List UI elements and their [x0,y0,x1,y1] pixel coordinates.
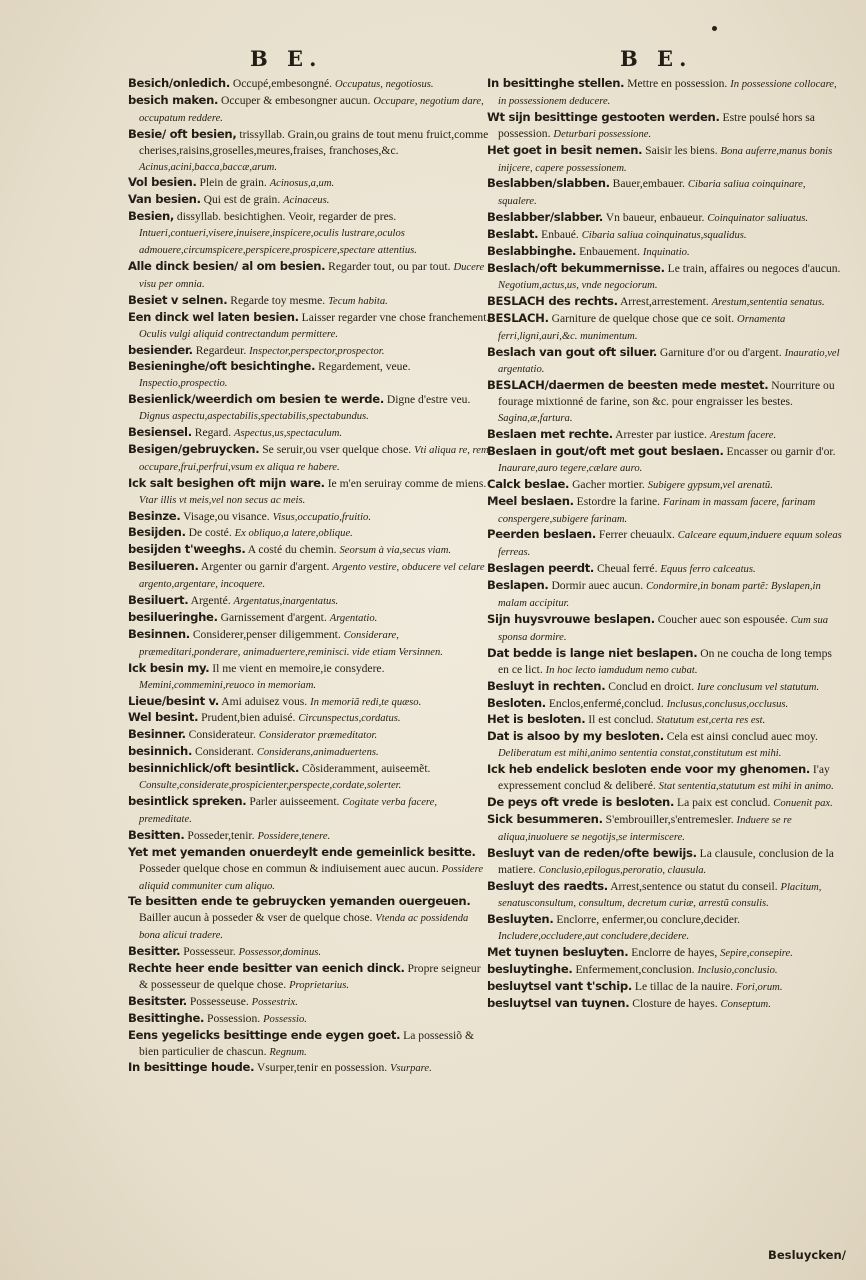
french-gloss: Propre seigneur & possesseur de quelque chose. [139,962,481,991]
headword: Besigen/gebruycken. [128,441,260,456]
french-gloss: La clausule, conclusion de la matiere. [498,846,834,876]
latin-gloss: Seorsum à via,secus viam. [339,545,452,557]
dictionary-entry [487,879,842,913]
latin-gloss: Possessio. [263,1013,307,1025]
french-gloss: Ferrer cheuaulx. [598,528,675,542]
french-gloss: Arrester par iustice. [615,428,707,442]
latin-gloss: Cogitate verba facere, premeditate. [139,796,437,825]
latin-gloss: Proprietarius. [289,979,349,991]
latin-gloss: Dignus aspectu,aspectabilis,spectabilis,spectabundus. [139,411,369,423]
french-gloss: Conclud en droict. [608,679,695,693]
dictionary-entry [128,610,490,627]
headword: In besittinghe stellen. [487,76,625,90]
french-gloss: Regarder tout, ou par tout. [328,259,451,273]
headword: Alle dinck besien/ al om besien. [128,258,326,273]
latin-gloss: Inclusus,conclusus,occlusus. [666,698,789,710]
dictionary-entry [128,1011,490,1028]
french-gloss: De costé. [188,526,232,540]
french-gloss: Posseder quelque chose en commun & indiuisement auec aucun. [139,861,439,875]
french-gloss: S'embrouiller,s'entremesler. [605,812,734,826]
french-gloss: Visage,ou visance. [183,509,270,523]
latin-gloss: Cibaria saliua coinquinare, squalere. [498,179,806,208]
latin-gloss: Acinaceus. [283,195,330,207]
dictionary-entry [128,961,490,994]
dictionary-entry [128,525,490,542]
latin-gloss: Deturbari possessione. [553,128,652,140]
dictionary-entry [128,442,490,476]
dictionary-entry [487,696,842,713]
headword: Besluyt van de reden/ofte bewijs. [487,845,697,860]
dictionary-entry [487,979,842,996]
latin-gloss: Sepire,consepire. [720,948,793,960]
headword: Besiluert. [128,593,189,608]
french-gloss: Posseder,tenir. [187,828,255,842]
dictionary-entry [487,143,842,177]
dictionary-entry [487,561,842,578]
dictionary-entry [487,176,842,210]
header-left: B E. [250,46,323,71]
dictionary-entry [128,744,490,761]
french-gloss: Possesseuse. [189,994,249,1008]
dictionary-entry [128,761,490,794]
dictionary-entry [128,727,490,744]
latin-gloss: Intueri,contueri,visere,inuisere,inspicere,oculis lustrare,oculos admouere,circumspicere,perspicere,prospicere,spectare attentius. [139,228,417,257]
latin-gloss: Sagina,æ,fartura. [498,413,573,425]
latin-gloss: Argento vestire, obducere vel celare argento,argentare, incoquere. [139,562,485,591]
dictionary-entry [487,945,842,962]
dictionary-entry [487,261,842,294]
dictionary-entry [487,110,842,143]
french-gloss: La paix est conclud. [677,795,771,809]
dictionary-entry [128,661,490,694]
french-gloss: Enbauement. [579,245,640,259]
right-column [487,76,842,1013]
dictionary-entry [128,209,490,259]
latin-gloss: Bona auferre,manus bonis inijcere, capere possessionem. [498,145,833,174]
dictionary-entry [487,996,842,1013]
french-gloss: Ami aduisez vous. [221,694,308,708]
latin-gloss: Acinus,acini,bacca,baccæ,arum. [139,161,277,173]
french-gloss: Enfermement,conclusion. [575,963,695,977]
headword: Wel besint. [128,710,199,725]
french-gloss: I'ay expressement conclud & deliberé. [498,763,830,793]
latin-gloss: Considerare, præmeditari,ponderare, animaduertere,reminisci. vide etiam Versinnen. [139,629,443,658]
headword: Beslach/oft bekummernisse. [487,260,665,275]
latin-gloss: Consulte,considerate,prospicienter,perspecte,cordate,solerter. [139,780,402,792]
latin-gloss: In memoriã redi,te quæso. [310,696,422,708]
headword: Besienlick/weerdich om besien te werde. [128,392,384,407]
dictionary-entry [128,710,490,727]
ink-speck [712,26,717,31]
french-gloss: Regardeur. [195,343,247,357]
french-gloss: A costé du chemin. [247,543,337,557]
latin-gloss: Fori,orum. [735,981,783,993]
dictionary-entry [128,542,490,559]
french-gloss: Mettre en possession. [627,77,728,90]
headword: Yet met yemanden onuerdeylt ende gemeinlick besitte. [128,844,476,859]
headword: besijden t'weeghs. [128,542,246,557]
headword: Besluyt in rechten. [487,678,606,693]
headword: BESLACH/daermen de beesten mede mestet. [487,378,769,393]
headword: Te besitten ende te gebruycken yemanden ouergeuen. [128,894,471,909]
latin-gloss: Condormire,in bonam partẽ: Byslapen,in malam accipitur. [498,581,821,610]
french-gloss: Le tillac de la nauire. [634,979,734,993]
latin-gloss: In possessione collocare, in possessionem deducere. [498,79,837,107]
french-gloss: Bailler aucun à posseder & vser de quelque chose. [139,911,373,925]
french-gloss: Vn baueur, enbaueur. [605,211,705,225]
latin-gloss: Argentatus,inargentatus. [233,596,339,608]
latin-gloss: Calceare equum,induere equum soleas ferreas. [498,530,842,559]
dictionary-entry [128,1060,490,1077]
latin-gloss: Includere,occludere,aut concludere,decidere. [498,931,690,943]
latin-gloss: Iure conclusum vel statutum. [697,681,820,693]
latin-gloss: Inspectio,prospectio. [139,378,228,390]
french-gloss: Closture de hayes. [632,996,718,1010]
latin-gloss: Inquinatio. [642,247,690,259]
french-gloss: Se seruir,ou vser quelque chose. [262,442,412,456]
latin-gloss: Inclusio,conclusio. [697,965,778,977]
headword: Beslach van gout oft siluer. [487,344,657,359]
french-gloss: Qui est de grain. [203,193,281,207]
headword: Sijn huysvrouwe beslapen. [487,612,655,626]
french-gloss: Le train, affaires ou negoces d'aucun. [667,261,841,275]
left-column [128,76,490,1077]
french-gloss: Regardement, veue. [318,360,411,374]
french-gloss: Estre poulsé hors sa possession. [498,110,815,140]
dictionary-entry [128,425,490,442]
french-gloss: On ne coucha de long temps en ce lict. [498,646,832,676]
headword: De peys oft vrede is besloten. [487,794,675,809]
french-gloss: trissyllab. Grain,ou grains de tout menu fruict,comme cherises,raisins,groselles,meures,fraises, franchoses,&c. [139,127,489,157]
dictionary-entry [487,311,842,345]
headword: In besittinge houde. [128,1060,255,1075]
latin-gloss: Equus ferro calceatus. [660,564,756,576]
dictionary-entry [487,795,842,812]
headword: Besilueren. [128,559,199,574]
headword: Besittinghe. [128,1010,205,1025]
latin-gloss: Coinquinator saliuatus. [707,213,809,225]
headword: BESLACH des rechts. [487,293,618,308]
headword: Beslabben/slabben. [487,176,610,191]
headword: besluytsel vant t'schip. [487,978,632,993]
dictionary-entry [487,679,842,696]
french-gloss: Encasser ou garnir d'or. [726,444,836,458]
dictionary-entry [128,476,490,509]
french-gloss: Considerant. [194,745,254,759]
french-gloss: Possesseur. [183,945,236,959]
french-gloss: Arrest,sentence ou statut du conseil. [610,879,778,893]
latin-gloss: Deliberatum est mihi,animo sententia constat,constitutum est mihi. [498,748,782,760]
running-header [0,46,866,72]
headword: Besie/ oft besien, [128,126,237,141]
dictionary-entry [487,912,842,945]
headword: Beslaen in gout/oft met gout beslaen. [487,443,724,458]
headword: besinnichlick/oft besintlick. [128,761,300,776]
headword: Besieninghe/oft besichtinghe. [128,359,316,374]
dictionary-entry [128,310,490,343]
headword: Sick besummeren. [487,811,603,826]
headword: Besiensel. [128,425,192,440]
headword: Een dinck wel laten besien. [128,309,299,324]
headword: BESLACH. [487,310,549,325]
latin-gloss: Vsurpare. [390,1063,432,1075]
headword: Besinze. [128,508,181,523]
dictionary-entry [487,244,842,261]
headword: Het is besloten. [487,712,586,727]
latin-gloss: Argentatio. [329,613,378,624]
dictionary-entry [128,627,490,661]
headword: besluytinghe. [487,962,573,977]
french-gloss: Garnissement d'argent. [220,611,327,624]
french-gloss: Cheual ferré. [596,562,658,576]
headword: Rechte heer ende besitter van eenich dinck. [128,961,405,976]
dictionary-entry [128,944,490,961]
dictionary-entry [487,76,842,110]
latin-gloss: Oculis vulgi aliquid contrectandum permittere. [139,328,338,340]
latin-gloss: Vtenda ac possidenda bona alicui tradere. [139,913,469,942]
dictionary-entry [487,962,842,979]
latin-gloss: Occupare, negotium dare, occupatum reddere. [139,95,484,124]
latin-gloss: Possidere aliquid communiter cum aliquo. [139,863,484,892]
latin-gloss: Acinosus,a,um. [269,178,335,190]
dictionary-entry [487,762,842,795]
dictionary-entry [128,392,490,425]
french-gloss: Argenté. [190,594,231,608]
dictionary-entry [128,994,490,1011]
french-gloss: Enbaué. [541,228,579,242]
headword: besinnich. [128,744,193,759]
french-gloss: Cõsideramment, auiseemẽt. [301,762,431,776]
dictionary-entry [487,578,842,612]
dictionary-entry [128,828,490,845]
latin-gloss: Cum sua sponsa dormire. [498,615,829,643]
dictionary-entry [487,477,842,494]
latin-gloss: Regnum. [269,1046,307,1058]
latin-gloss: Inaurare,auro tegere,cælare auro. [498,462,643,474]
dictionary-entry [487,612,842,646]
headword: Besluyten. [487,912,554,927]
french-gloss: La possessiõ & bien particulier de chascun. [139,1028,474,1058]
dictionary-entry [128,293,490,310]
headword: Dat is alsoo by my besloten. [487,729,664,744]
french-gloss: Occuper & embesongner aucun. [221,93,371,107]
french-gloss: Enclos,enfermé,conclud. [548,696,664,710]
latin-gloss: Farinam in massam facere, farinam conspergere,subigere farinam. [498,496,816,525]
headword: Besitter. [128,944,181,959]
french-gloss: Argenter ou garnir d'argent. [200,560,330,574]
latin-gloss: Arestum facere. [709,430,777,442]
headword: Besich/onledich. [128,76,230,90]
latin-gloss: Tecum habita. [328,295,388,307]
latin-gloss: Arestum,sententia senatus. [711,296,825,308]
french-gloss: Il me vient en memoire,ie consydere. [212,661,385,675]
latin-gloss: Induere se re aliqua,inuoluere se negotijs,se intermiscere. [498,814,792,843]
french-gloss: Dormir auec aucun. [551,579,644,593]
headword: Wt sijn besittinge gestooten werden. [487,109,720,124]
french-gloss: Laisser regarder vne chose franchement. [301,310,490,324]
latin-gloss: Conuenit pax. [773,797,833,809]
latin-gloss: Subigere gypsum,vel arenatũ. [647,479,773,491]
catchword: Besluycken/ [767,1248,846,1262]
headword: Dat bedde is lange niet beslapen. [487,645,698,660]
dictionary-entry [128,794,490,828]
headword: besintlick spreken. [128,793,247,808]
french-gloss: Possession. [207,1011,261,1025]
dictionary-entry [128,259,490,293]
headword: besiender. [128,342,193,357]
headword: Vol besien. [128,175,197,190]
french-gloss: Vsurper,tenir en possession. [256,1061,388,1075]
dictionary-entry [487,227,842,244]
dictionary-entry [487,846,842,879]
latin-gloss: Memini,commemini,reuoco in memoriam. [139,679,317,691]
french-gloss: Occupé,embesongné. [232,77,333,90]
headword: Meel beslaen. [487,493,574,508]
headword: Beslagen peerdt. [487,561,595,576]
latin-gloss: Ducere visu per omnia. [139,261,485,290]
latin-gloss: Ex obliquo,a latere,oblique. [234,528,353,540]
latin-gloss: Ornamenta ferri,ligni,auri,&c. munimentum. [498,313,786,342]
dictionary-entry [128,593,490,610]
dictionary-entry [128,93,490,127]
dictionary-entry [487,378,842,427]
dictionary-entry [487,812,842,846]
french-gloss: Garniture d'or ou d'argent. [659,345,782,359]
french-gloss: Parler auisseement. [249,794,340,808]
dictionary-entry [128,192,490,209]
headword: Calck beslae. [487,476,570,491]
headword: Peerden beslaen. [487,527,596,542]
headword: Lieue/besint v. [128,693,219,708]
headword: Besitten. [128,827,185,842]
latin-gloss: Placitum, senatusconsultum, consultum, decretum curiæ, arrestũ consulis. [498,881,822,910]
french-gloss: Garniture de quelque chose que ce soit. [551,311,735,325]
french-gloss: Coucher auec son espousée. [657,613,788,626]
dictionary-entry [128,76,490,93]
french-gloss: Digne d'estre veu. [386,393,471,407]
dictionary-entry [487,427,842,444]
dictionary-entry [128,343,490,360]
french-gloss: Cela est ainsi conclud auec moy. [666,730,818,744]
french-gloss: Regard. [194,426,232,440]
french-gloss: Saisir les biens. [645,143,718,157]
headword: Beslabbinghe. [487,244,577,259]
headword: Ick salt besighen oft mijn ware. [128,475,325,490]
french-gloss: Plein de grain. [199,176,267,190]
headword: Besluyt des raedts. [487,878,608,893]
latin-gloss: Inauratio,vel argentatio. [498,347,840,376]
dictionary-entry [487,345,842,379]
latin-gloss: Vti aliqua re, rem occupare,frui,perfrui,vsum ex aliqua re habere. [139,444,489,473]
headword: Besiet v selnen. [128,292,228,307]
headword: Besitster. [128,993,187,1008]
dictionary-entry [487,712,842,729]
dictionary-entry [128,694,490,711]
headword: Beslaen met rechte. [487,427,613,442]
headword: Eens yegelicks besittinge ende eygen goet. [128,1027,401,1042]
dictionary-entry [487,210,842,227]
french-gloss: Ie m'en seruiray comme de miens. [327,476,487,490]
headword: Ick besin my. [128,660,210,675]
latin-gloss: Visus,occupatio,fruitio. [272,511,372,523]
latin-gloss: Stat sententia,statutum est mihi in animo. [658,781,834,793]
french-gloss: Enclorre de hayes, [631,946,718,960]
headword: Beslabt. [487,227,539,242]
french-gloss: Bauer,embauer. [612,177,685,191]
headword: besilueringhe. [128,610,218,624]
dictionary-entry [128,559,490,593]
headword: Ick heb endelick besloten ende voor my ghenomen. [487,762,810,777]
headword: Besloten. [487,695,546,710]
latin-gloss: Possessor,dominus. [238,947,322,959]
headword: Van besien. [128,192,201,207]
dictionary-entry [128,845,490,895]
headword: Het goet in besit nemen. [487,142,643,157]
latin-gloss: Cibaria saliua coinquinatus,squalidus. [581,230,747,242]
latin-gloss: Negotium,actus,us, vnde negociorum. [498,279,658,291]
latin-gloss: Circunspectus,cordatus. [298,713,401,725]
latin-gloss: Inspector,perspector,prospector. [249,345,385,357]
latin-gloss: Possidere,tenere. [257,830,331,842]
dictionary-entry [128,359,490,392]
dictionary-entry [487,527,842,561]
dictionary-entry [487,729,842,762]
dictionary-entry [128,1028,490,1061]
dictionary-entry [128,509,490,526]
french-gloss: Il est conclud. [588,713,654,727]
dictionary-entry [487,646,842,679]
latin-gloss: Considerator præmeditator. [258,730,378,742]
headword: besich maken. [128,92,219,107]
headword: Besien, [128,209,174,224]
headword: Besinner. [128,727,186,742]
french-gloss: Prudent,bien aduisé. [201,711,296,725]
french-gloss: Regarde toy mesme. [230,293,326,307]
french-gloss: Gacher mortier. [572,477,645,491]
headword: Beslapen. [487,578,549,593]
latin-gloss: Conclusio,epilogus,peroratio, clausula. [538,864,707,876]
french-gloss: Considerateur. [188,728,256,742]
latin-gloss: Possestrix. [251,996,298,1008]
dictionary-entry [487,494,842,528]
latin-gloss: Considerans,animaduertens. [256,747,379,759]
latin-gloss: In hoc lecto iamdudum nemo cubat. [545,664,698,676]
dictionary-entry [487,444,842,477]
header-right: B E. [620,46,693,71]
latin-gloss: Statutum est,certa res est. [656,715,766,727]
french-gloss: Estordre la farine. [576,494,661,508]
dictionary-entry [487,294,842,311]
french-gloss: Considerer,penser diligemment. [192,627,341,641]
headword: Met tuynen besluyten. [487,945,629,960]
dictionary-entry [128,894,490,944]
latin-gloss: Conseptum. [720,998,771,1010]
french-gloss: Nourriture ou fourage mixtionné de farine, son &c. pour engraisser les bestes. [498,379,835,409]
headword: Besijden. [128,525,186,540]
french-gloss: dissyllab. besichtighen. Veoir, regarder de pres. [176,210,397,224]
headword: besluytsel van tuynen. [487,995,630,1010]
dictionary-entry [128,175,490,192]
headword: Besinnen. [128,626,190,641]
latin-gloss: Vtar illis vt meis,vel non secus ac meis. [139,494,306,506]
headword: Beslabber/slabber. [487,210,604,225]
latin-gloss: Occupatus, negotiosus. [334,79,434,90]
french-gloss: Enclorre, enfermer,ou conclure,decider. [556,913,741,927]
french-gloss: Arrest,arrestement. [619,294,709,308]
latin-gloss: Aspectus,us,spectaculum. [234,428,343,440]
dictionary-entry [128,127,490,176]
